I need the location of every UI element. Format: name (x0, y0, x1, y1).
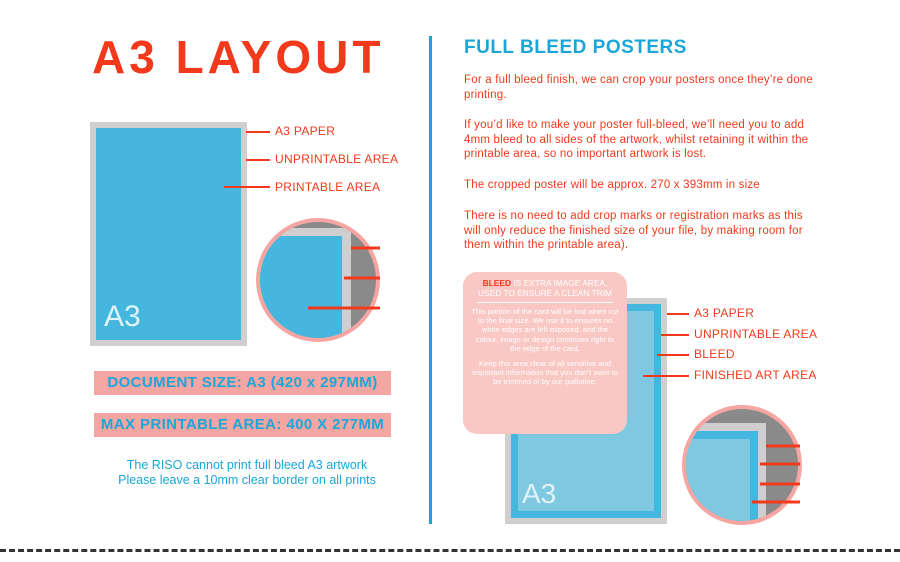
paragraph-crop: For a full bleed finish, we can crop your posters once they’re done printing. (464, 74, 813, 101)
dashed-divider (0, 549, 900, 552)
bleed-card-body-1: This portion of the card will be lost when cut to the final size. We use it to ensures no white edges are left exposed, and the colour, image or design continues right to the edge of the card. (471, 307, 619, 353)
zoom-magnifier-right (680, 401, 810, 531)
full-bleed-posters-title: FULL BLEED POSTERS (464, 37, 687, 58)
label-a3-paper-right: A3 PAPER (694, 306, 755, 320)
label-unprintable-area: UNPRINTABLE AREA (275, 152, 399, 166)
riso-note (92, 458, 402, 488)
zoom-magnifier-left (256, 210, 396, 350)
label-bleed: BLEED (694, 347, 735, 361)
bleed-info-card (463, 272, 627, 434)
card-divider (477, 302, 613, 303)
callout-line-a3-paper-right (667, 313, 689, 315)
a3-sheet-label: A3 (104, 300, 141, 333)
bleed-card-heading (471, 278, 619, 298)
paragraph-crop-marks: There is no need to add crop marks or registration marks as this will only reduce the finished size of your file, by making room for them within the printable area). (464, 210, 803, 251)
callout-line-bleed (657, 354, 689, 356)
label-printable-area: PRINTABLE AREA (275, 180, 381, 194)
callout-line-printable (224, 186, 270, 188)
a3-sheet-label-bleed: A3 (522, 478, 557, 509)
riso-note-line-2: Please leave a 10mm clear border on all prints (118, 473, 376, 487)
bleed-heading-rest: IS EXTRA IMAGE AREA, (511, 278, 608, 288)
callout-line-finished-art (643, 375, 689, 377)
riso-note-line-1: The RISO cannot print full bleed A3 artwork (126, 458, 368, 472)
label-a3-paper: A3 PAPER (275, 124, 336, 138)
callout-line-a3-paper (246, 131, 270, 133)
callout-line-unprintable-right (661, 334, 689, 336)
label-unprintable-area-right: UNPRINTABLE AREA (694, 327, 818, 341)
label-finished-art-area: FINISHED ART AREA (694, 368, 817, 382)
bleed-highlight: BLEED (482, 278, 512, 288)
bleed-card-body-2: Keep this area clear of all sensitive and important information that you don’t want to be trimmed of by our guillotine. (472, 359, 618, 387)
document-size-banner: DOCUMENT SIZE: A3 (420 x 297MM) (94, 371, 391, 395)
bleed-heading-line2: USED TO ENSURE A CLEAN TRIM (477, 288, 613, 298)
a3-layout-title: A3 LAYOUT (92, 31, 385, 83)
paragraph-add-bleed: If you’d like to make your poster full-bleed, we’ll need you to add 4mm bleed to all sides of the artwork, whilst retaining it within the printable area, so no important artwork is lost. (464, 119, 809, 160)
max-printable-area-banner: MAX PRINTABLE AREA: 400 X 277MM (94, 413, 391, 437)
callout-line-unprintable (246, 159, 270, 161)
paragraph-cropped-size: The cropped poster will be approx. 270 x 393mm in size (464, 179, 760, 191)
vertical-divider (429, 36, 432, 524)
